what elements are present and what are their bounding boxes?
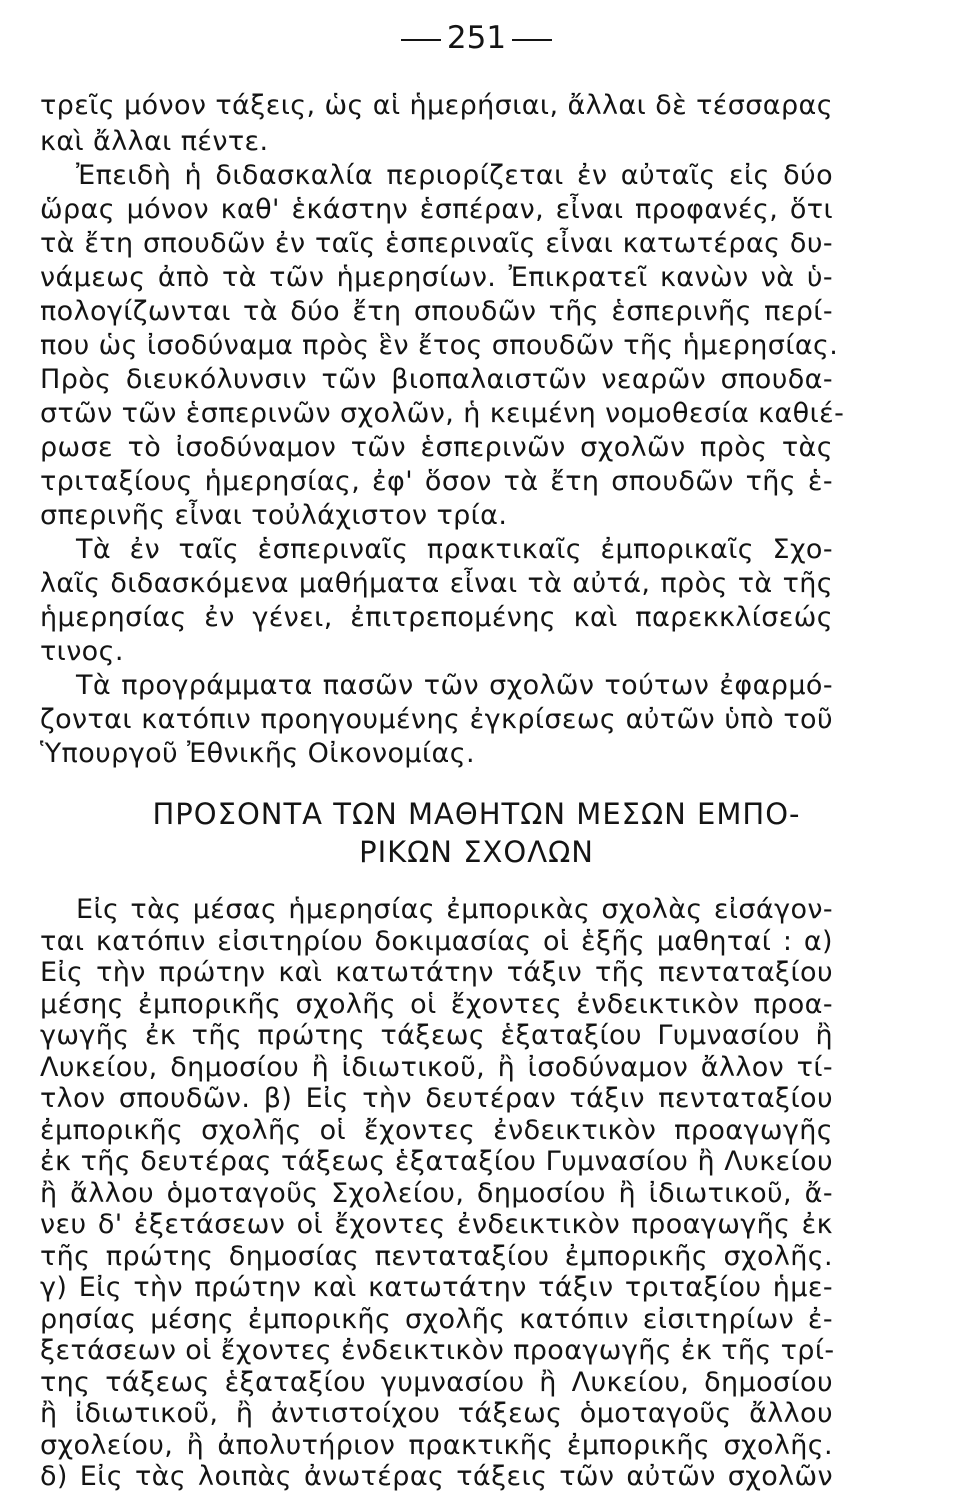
text-line: ἡμερησίας ἐν γένει, ἐπιτρεπομένης καὶ παρεκκλίσεώς	[40, 602, 833, 633]
text-line: πολογίζωνται τὰ δύο ἔτη σπουδῶν τῆς ἑσπερινῆς περί-	[40, 296, 833, 327]
paragraph-first-line: Τὰ ἐν ταῖς ἑσπεριναῖς πρακτικαῖς ἐμπορικαῖς Σχο-	[76, 534, 833, 565]
text-line: ἢ ἰδιωτικοῦ, ἢ ἀντιστοίχου τάξεως ὁμοταγοῦς ἄλλου	[40, 1398, 833, 1429]
text-line: της τάξεως ἑξαταξίου γυμνασίου ἢ Λυκείου, δημοσίου	[40, 1366, 833, 1398]
text-line: Εἰς τὴν πρώτην καὶ κατωτάτην τάξιν τῆς πενταταξίου	[40, 957, 833, 988]
text-line: Λυκείου, δημοσίου ἢ ἰδιωτικοῦ, ἢ ἰσοδύναμον ἄλλον τί-	[40, 1051, 833, 1083]
section-heading-line-1: ΠΡΟΣΟΝΤΑ ΤΩΝ ΜΑΘΗΤΩΝ ΜΕΣΩΝ ΕΜΠΟ-	[152, 797, 801, 831]
text-line: δ) Εἰς τὰς λοιπὰς ἀνωτέρας τάξεις τῶν αὐτῶν σχολῶν	[40, 1461, 833, 1492]
text-line: ἐκ τῆς δευτέρας τάξεως ἑξαταξίου Γυμνασίου ἢ Λυκείου	[40, 1146, 833, 1177]
paragraph-first-line: Ἐπειδὴ ἡ διδασκαλία περιορίζεται ἐν αὐταῖς εἰς δύο	[76, 160, 833, 191]
text-line: τλον σπουδῶν. β) Εἰς τὴν δευτέραν τάξιν πενταταξίου	[40, 1083, 833, 1114]
text-line: ἢ ἄλλου ὁμοταγοῦς Σχολείου, δημοσίου ἢ ἰδιωτικοῦ, ἄ-	[40, 1177, 833, 1209]
text-line: μέσης ἐμπορικῆς σχολῆς οἱ ἔχοντες ἐνδεικτικὸν προα-	[40, 988, 833, 1020]
text-line: ται κατόπιν εἰσιτηρίου δοκιμασίας οἱ ἑξῆς μαθηταί : α)	[40, 925, 833, 957]
text-line: καὶ ἄλλαι πέντε.	[40, 126, 269, 157]
text-line: ρωσε τὸ ἰσοδύναμον τῶν ἑσπερινῶν σχολῶν πρὸς τὰς	[40, 432, 833, 463]
text-line: Πρὸς διευκόλυνσιν τῶν βιοπαλαιστῶν νεαρῶν σπουδα-	[40, 364, 833, 395]
text-line: ἐμπορικῆς σχολῆς οἱ ἔχοντες ἐνδεικτικὸν προαγωγῆς	[40, 1114, 833, 1146]
text-line: σπερινῆς εἶναι τοὐλάχιστον τρία.	[40, 500, 508, 531]
section-heading-line-2: ΡΙΚΩΝ ΣΧΟΛΩΝ	[359, 835, 594, 869]
page-number	[0, 20, 953, 56]
text-line: τρεῖς μόνον τάξεις, ὡς αἱ ἡμερήσιαι, ἄλλαι δὲ τέσσαρας	[40, 90, 833, 121]
text-line: σχολείου, ἢ ἀπολυτήριον πρακτικῆς ἐμπορικῆς σχολῆς.	[40, 1429, 833, 1461]
text-line: τῆς πρώτης δημοσίας πενταταξίου ἐμπορικῆς σχολῆς.	[40, 1240, 833, 1272]
paragraph-first-line: Εἰς τὰς μέσας ἡμερησίας ἐμπορικὰς σχολὰς εἰσάγον-	[76, 894, 833, 925]
text-line: Ὑπουργοῦ Ἐθνικῆς Οἰκονομίας.	[40, 738, 475, 769]
text-line: ξετάσεων οἱ ἔχοντες ἐνδεικτικὸν προαγωγῆς ἐκ τῆς τρί-	[40, 1335, 835, 1366]
page-number-left-rule	[401, 39, 441, 41]
text-line: τὰ ἔτη σπουδῶν ἐν ταῖς ἑσπεριναῖς εἶναι κατωτέρας δυ-	[40, 228, 833, 259]
text-line: που ὡς ἰσοδύναμα πρὸς ἓν ἔτος σπουδῶν τῆς ἡμερησίας.	[40, 330, 839, 361]
text-line: τινος.	[40, 636, 124, 667]
text-line: ρησίας μέσης ἐμπορικῆς σχολῆς κατόπιν εἰσιτηρίων ἐ-	[40, 1303, 833, 1335]
text-line: στῶν τῶν ἑσπερινῶν σχολῶν, ἡ κειμένη νομοθεσία καθιέ-	[40, 398, 845, 429]
text-line: λαῖς διδασκόμενα μαθήματα εἶναι τὰ αὐτά, πρὸς τὰ τῆς	[40, 568, 833, 599]
paragraph-first-line: Τὰ προγράμματα πασῶν τῶν σχολῶν τούτων ἐφαρμό-	[76, 670, 833, 701]
text-line: νευ δ' ἐξετάσεων οἱ ἔχοντες ἐνδεικτικὸν προαγωγῆς ἐκ	[40, 1209, 833, 1240]
text-line: γ) Εἰς τὴν πρώτην καὶ κατωτάτην τάξιν τριταξίου ἡμε-	[40, 1272, 833, 1303]
page-number-right-rule	[512, 39, 552, 41]
text-line: ζονται κατόπιν προηγουμένης ἐγκρίσεως αὐτῶν ὑπὸ τοῦ	[40, 704, 833, 735]
text-line: ὥρας μόνον καθ' ἑκάστην ἑσπέραν, εἶναι προφανές, ὅτι	[40, 194, 833, 225]
page-number-value: 251	[446, 20, 507, 56]
text-line: νάμεως ἀπὸ τὰ τῶν ἡμερησίων. Ἐπικρατεῖ κανὼν νὰ ὑ-	[40, 262, 833, 293]
text-line: γωγῆς ἐκ τῆς πρώτης τάξεως ἑξαταξίου Γυμνασίου ἢ	[40, 1020, 833, 1051]
text-line: τριταξίους ἡμερησίας, ἐφ' ὅσον τὰ ἔτη σπουδῶν τῆς ἑ-	[40, 466, 833, 497]
